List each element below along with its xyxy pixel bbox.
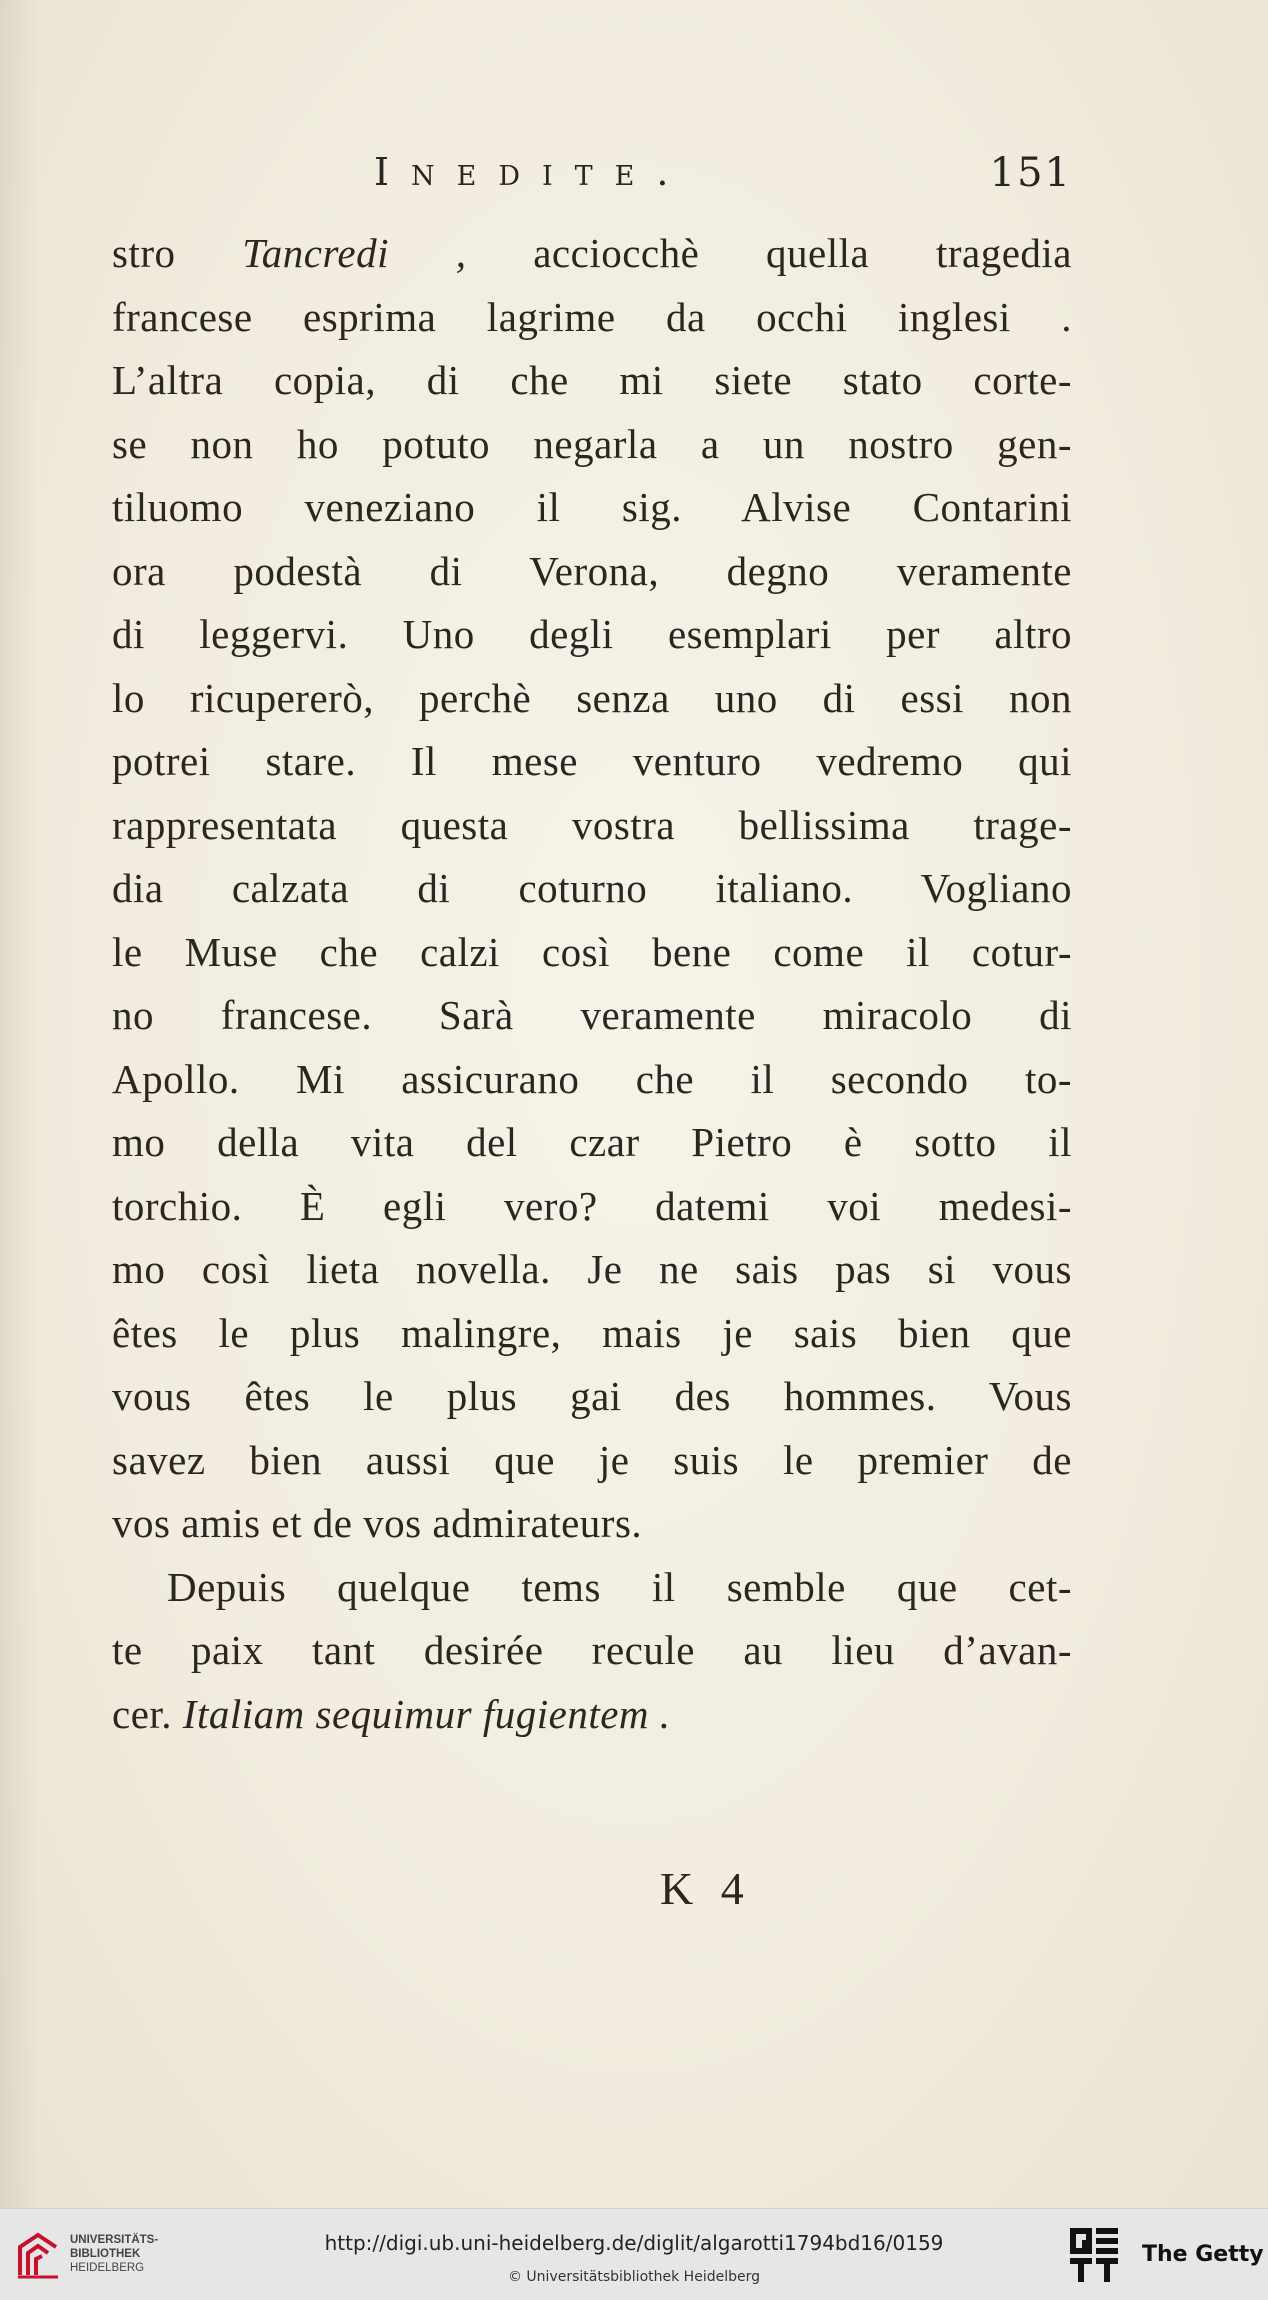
text-line: mo così lieta novella. Je ne sais pas si vous <box>112 1246 1072 1292</box>
text-line: di leggervi. Uno degli esemplari per altro <box>112 611 1072 657</box>
library-name: UNIVERSITÄTS- BIBLIOTHEK HEIDELBERG <box>70 2234 159 2274</box>
copyright-notice: © Universitätsbibliothek Heidelberg <box>507 2269 760 2285</box>
text-line: êtes le plus malingre, mais je sais bien que <box>112 1309 1072 1356</box>
text-line: potrei stare. Il mese venturo vedremo qui <box>112 738 1072 784</box>
text-line: stro Tancredi , acciocchè quella tragedia <box>112 230 1072 276</box>
paragraph-end-line: vos amis et de vos admirateurs. <box>112 1500 643 1546</box>
text-line: vous êtes le plus gai des hommes. Vous <box>112 1373 1072 1419</box>
page-number: 151 <box>989 150 1072 196</box>
text-line: le Muse che calzi così bene come il cotur- <box>112 928 1072 975</box>
text-line: mo della vita del czar Pietro è sotto il <box>112 1119 1072 1165</box>
text-line: dia calzata di coturno italiano. Vogliano <box>112 865 1072 911</box>
signature-mark: K 4 <box>660 1863 752 1914</box>
text-line: francese esprima lagrime da occhi inglesi . <box>112 293 1072 340</box>
text-line: se non ho potuto negarla a un nostro gen- <box>112 420 1072 467</box>
getty-name: The Getty <box>1142 2242 1264 2267</box>
text-line: L’altra copia, di che mi siete stato corte- <box>112 357 1072 403</box>
text-line: Apollo. Mi assicurano che il secondo to- <box>112 1055 1072 1102</box>
text-line: savez bien aussi que je suis le premier de <box>112 1436 1072 1483</box>
running-header <box>112 150 1072 210</box>
paragraph-end-line: cer. Italiam sequimur fugientem . <box>112 1690 671 1737</box>
text-line: rappresentata questa vostra bellissima trage- <box>112 801 1072 848</box>
running-title: Inedite. <box>374 150 691 194</box>
text-line: te paix tant desirée recule au lieu d’avan- <box>112 1627 1072 1673</box>
body-text <box>112 222 1072 1746</box>
getty-logo-icon <box>1068 2226 1122 2286</box>
permalink-url[interactable]: http://digi.ub.uni-heidelberg.de/diglit/algarotti1794bd16/0159 <box>324 2231 944 2255</box>
text-line: tiluomo veneziano il sig. Alvise Contarini <box>112 484 1072 530</box>
footer-bar <box>0 2208 1268 2300</box>
text-line: lo ricupererò, perchè senza uno di essi non <box>112 674 1072 721</box>
text-line: ora podestà di Verona, degno veramente <box>112 547 1072 594</box>
paragraph-start-line: Depuis quelque tems il semble que cet- <box>167 1563 1072 1610</box>
text-line: torchio. È egli vero? datemi voi medesi- <box>112 1182 1072 1229</box>
text-line: no francese. Sarà veramente miracolo di <box>112 992 1072 1038</box>
